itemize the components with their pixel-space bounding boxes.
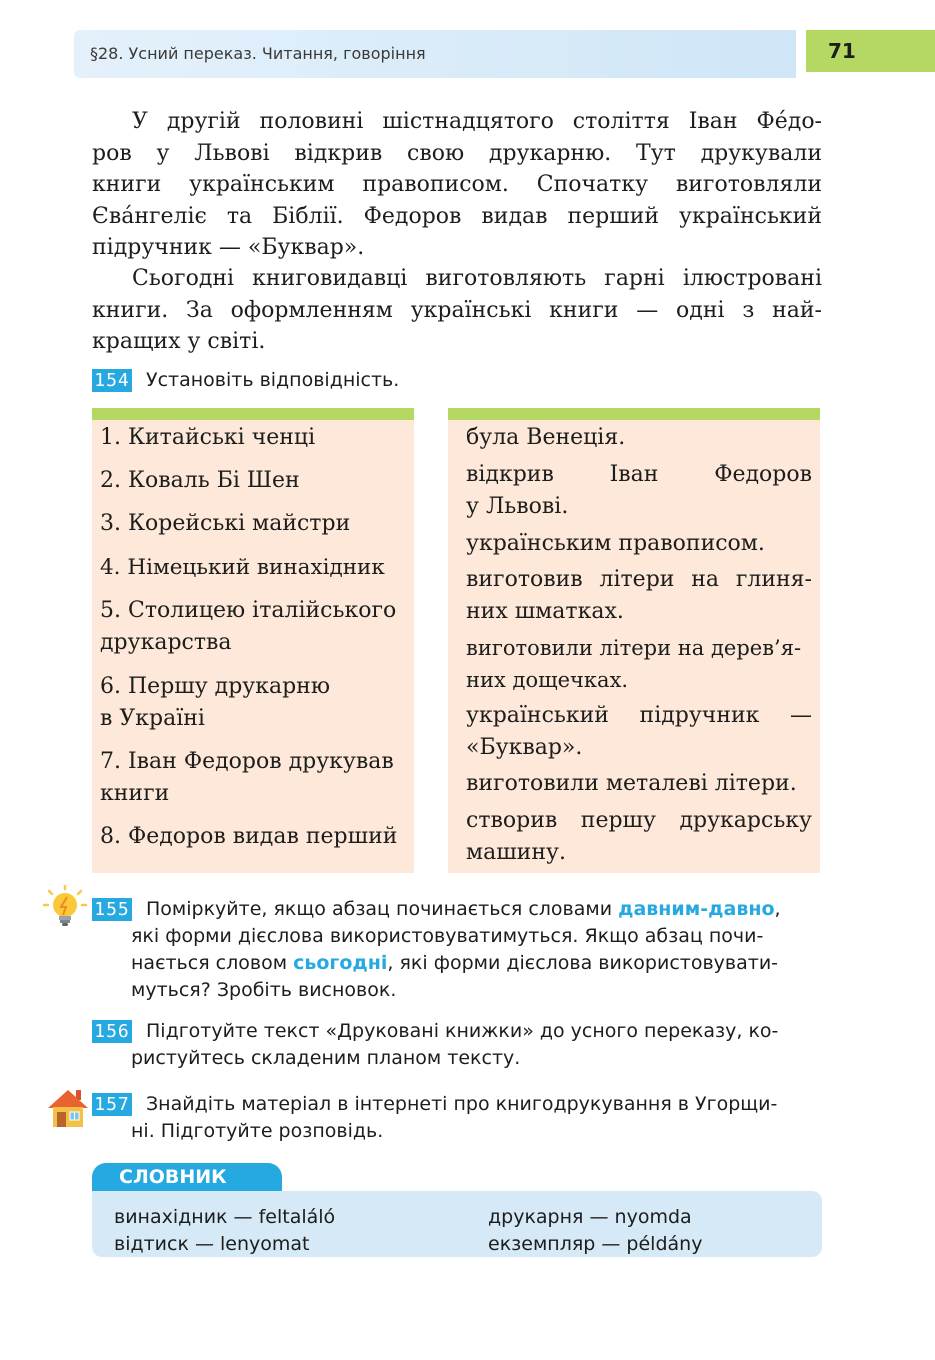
task-number-157: 157 xyxy=(92,1093,132,1116)
left-item-7: 7. Іван Федоров друкував книги xyxy=(100,749,394,806)
page-number-box xyxy=(806,30,935,72)
paragraph-line: книги. За оформленням українські книги — одні з най- xyxy=(92,297,822,323)
task-157-text: Знайдіть матеріал в інтернеті про книгодрукування в Угорщи- ні. Підготуйте розповідь. xyxy=(131,1093,778,1142)
right-item-1: була Венеція. xyxy=(466,425,626,450)
task-number-156: 156 xyxy=(92,1020,132,1043)
matching-right-column xyxy=(448,408,820,873)
right-item-7: виготовили металеві літери. xyxy=(466,771,797,796)
house-icon xyxy=(46,1086,90,1130)
left-item-8: 8. Федоров видав перший xyxy=(100,824,398,849)
paragraph-1 xyxy=(92,106,822,264)
right-item-5: виготовили літери на дерев’я- них дощечках. xyxy=(466,636,802,692)
dictionary-entry: екземпляр — példány xyxy=(488,1233,703,1255)
matching-left-column xyxy=(92,408,414,873)
right-item-6: український підручник — «Буквар». xyxy=(466,703,812,760)
dictionary-entry: винахідник — feltaláló xyxy=(114,1206,336,1228)
paragraph-2 xyxy=(92,263,822,358)
task-154-text: Установіть відповідність. xyxy=(146,369,400,391)
left-item-3: 3. Корейські майстри xyxy=(100,511,351,536)
left-item-4: 4. Німецький винахідник xyxy=(100,555,385,580)
dictionary-entry: відтиск — lenyomat xyxy=(114,1233,310,1255)
paragraph-line: ров у Львові відкрив свою друкарню. Тут друкували xyxy=(92,140,822,166)
task-155-text: Поміркуйте, якщо абзац починається словами давним-давно, які форми дієслова використовуватимуться. Якщо абзац почи- нається словом сьогодні, які форми дієслова використовувати- муться? Зробіть висновок. xyxy=(131,898,781,1001)
right-item-2: відкрив Іван Федоров у Львові. xyxy=(466,462,812,519)
page-number: 71 xyxy=(828,39,856,63)
dictionary-tab xyxy=(92,1163,282,1193)
paragraph-line: Сьогодні книговидавці виготовляють гарні ілюстровані xyxy=(132,266,822,291)
right-item-4: виготовив літери на глиня- них шматках. xyxy=(466,567,812,624)
left-item-1: 1. Китайські ченці xyxy=(100,425,316,450)
page-header xyxy=(74,30,796,78)
right-item-3: українським правописом. xyxy=(466,531,765,556)
paragraph-line: кращих у світі. xyxy=(92,329,266,354)
paragraph-line: У другій половині шістнадцятого століття Іван Фе́до- xyxy=(132,109,822,134)
dictionary-entry: друкарня — nyomda xyxy=(488,1206,692,1228)
left-item-2: 2. Коваль Бі Шен xyxy=(100,468,300,493)
section-title: §28. Усний переказ. Читання, говоріння xyxy=(90,44,426,63)
dictionary-title: СЛОВНИК xyxy=(119,1166,227,1188)
column-header-bar xyxy=(92,408,414,420)
left-item-6: 6. Першу друкарню в Україні xyxy=(100,674,331,731)
task-number-154: 154 xyxy=(92,369,132,392)
right-item-8: створив першу друкарську машину. xyxy=(466,808,812,865)
lightbulb-icon xyxy=(42,885,88,931)
dictionary-box xyxy=(92,1191,822,1257)
paragraph-line: книги українським правописом. Спочатку виготовляли xyxy=(92,172,822,197)
column-header-bar xyxy=(448,408,820,420)
task-156-text: Підготуйте текст «Друковані книжки» до усного переказу, ко- ристуйтесь складеним планом тексту. xyxy=(131,1020,779,1069)
paragraph-line: підручник — «Буквар». xyxy=(92,235,365,260)
paragraph-line: Єва́нгеліє та Біблії. Федоров видав перший український xyxy=(92,203,822,229)
task-number-155: 155 xyxy=(92,898,132,921)
left-item-5: 5. Столицею італійського друкарства xyxy=(100,598,397,655)
